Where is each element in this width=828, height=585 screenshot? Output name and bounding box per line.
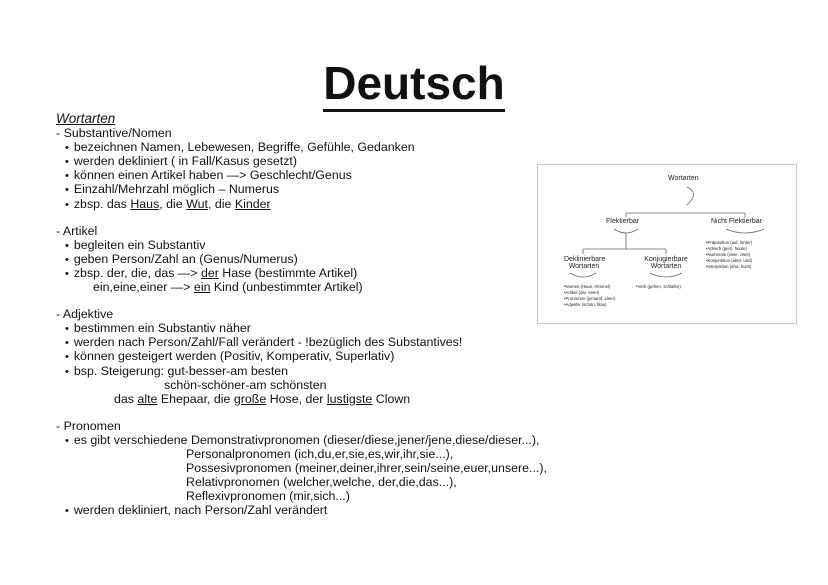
section-heading: Wortarten: [56, 111, 116, 126]
pronomen-line-3: Possesivpronomen (meiner,deiner,ihrer,sein/seine,euer,unsere...),: [186, 461, 547, 476]
pronomen-line-2: Personalpronomen (ich,du,er,sie,es,wir,ihr,sie...),: [186, 446, 454, 461]
adjektive-line-5: schön-schöner-am schönsten: [164, 377, 327, 392]
list-item: • Interjektion (aha, huch): [706, 264, 752, 270]
list-item: • Präposition (auf, hinter): [706, 240, 752, 246]
artikel-line-4: ein,eine,einer —> ein Kind (unbestimmter Artikel): [93, 280, 363, 295]
adjektive-header: - Adjektive: [56, 307, 114, 322]
artikel-header: - Artikel: [56, 223, 98, 238]
substantive-bullet-4: • Einzahl/Mehrzahl möglich – Numerus: [56, 182, 547, 196]
adjektive-line-6: das alte Ehepaar, die große Hose, der lustigste Clown: [114, 391, 411, 406]
brace-konjugierbare: [650, 273, 682, 277]
adjektive-bullet-2: • werden nach Person/Zahl/Fall verändert - !bezüglich des Substantives!: [56, 335, 547, 349]
list-item: • Adverb (gern, heute): [706, 246, 752, 252]
diagram-nicht-flektierbar: Nicht Flektierbar: [711, 218, 762, 225]
list-item: • Pronomen (jemand, einer): [564, 296, 615, 302]
diagram-nicht-list: [706, 240, 752, 270]
brace-deklinierbare: [570, 273, 596, 277]
diagram-flektierbar: Flektierbar: [606, 218, 640, 225]
artikel-bullet-1: • begleiten ein Substantiv: [56, 238, 547, 252]
wortarten-diagram: [537, 164, 797, 324]
list-item: • Adjektiv (schön, blau): [564, 302, 615, 308]
list-item: • Numerale (viele, zwei): [706, 252, 752, 258]
artikel-bullet-3: • zbsp. der, die, das —> der Hase (bestimmte Artikel): [56, 266, 547, 280]
diagram-root: Wortarten: [668, 175, 699, 182]
pronomen-bullet-6: • werden dekliniert, nach Person/Zahl verändert: [56, 503, 547, 517]
list-item: • Nomen (Haus, Himmel): [564, 284, 615, 290]
brace-nicht-flektierbar: [726, 229, 764, 233]
diagram-dekl-list: [564, 284, 615, 308]
notes-body: [56, 112, 547, 517]
artikel-bullet-2: • geben Person/Zahl an (Genus/Numerus): [56, 252, 547, 266]
substantive-bullet-1: • bezeichnen Namen, Lebewesen, Begriffe, Gefühle, Gedanken: [56, 140, 547, 154]
pronomen-line-5: Reflexivpronomen (mir,sich...): [186, 489, 350, 504]
page-title: Deutsch: [0, 56, 828, 110]
adjektive-bullet-3: • können gesteigert werden (Positiv, Komperativ, Superlativ): [56, 349, 547, 363]
list-item: • Konjunktion (aber, und): [706, 258, 752, 264]
substantive-bullet-2: • werden dekliniert ( in Fall/Kasus gesetzt): [56, 154, 547, 168]
substantive-bullet-5: • zbsp. das Haus, die Wut, die Kinder: [56, 197, 547, 211]
diagram-deklinierbare: Deklinierbare Wortarten: [564, 256, 606, 270]
diagram-konjugierbare: Konjugierbare Wortarten: [644, 256, 688, 270]
brace-flektierbar: [614, 229, 638, 233]
pronomen-bullet-1: • es gibt verschiedene Demonstrativpronomen (dieser/diese,jener/jene,diese/dieser...),: [56, 433, 547, 447]
pronomen-header: - Pronomen: [56, 418, 121, 433]
list-item: • Verb (gehen, schlafen): [636, 284, 681, 290]
substantive-bullet-3: • können einen Artikel haben —> Geschlecht/Genus: [56, 168, 547, 182]
list-item: • Artikel (der, einer): [564, 290, 615, 296]
adjektive-bullet-4: • bsp. Steigerung: gut-besser-am besten: [56, 364, 547, 378]
adjektive-bullet-1: • bestimmen ein Substantiv näher: [56, 321, 547, 335]
diagram-konj-list: [636, 284, 681, 290]
brace-root: [687, 187, 694, 205]
substantive-header: - Substantive/Nomen: [56, 126, 172, 141]
pronomen-line-4: Relativpronomen (welcher,welche, der,die,das...),: [186, 475, 457, 490]
